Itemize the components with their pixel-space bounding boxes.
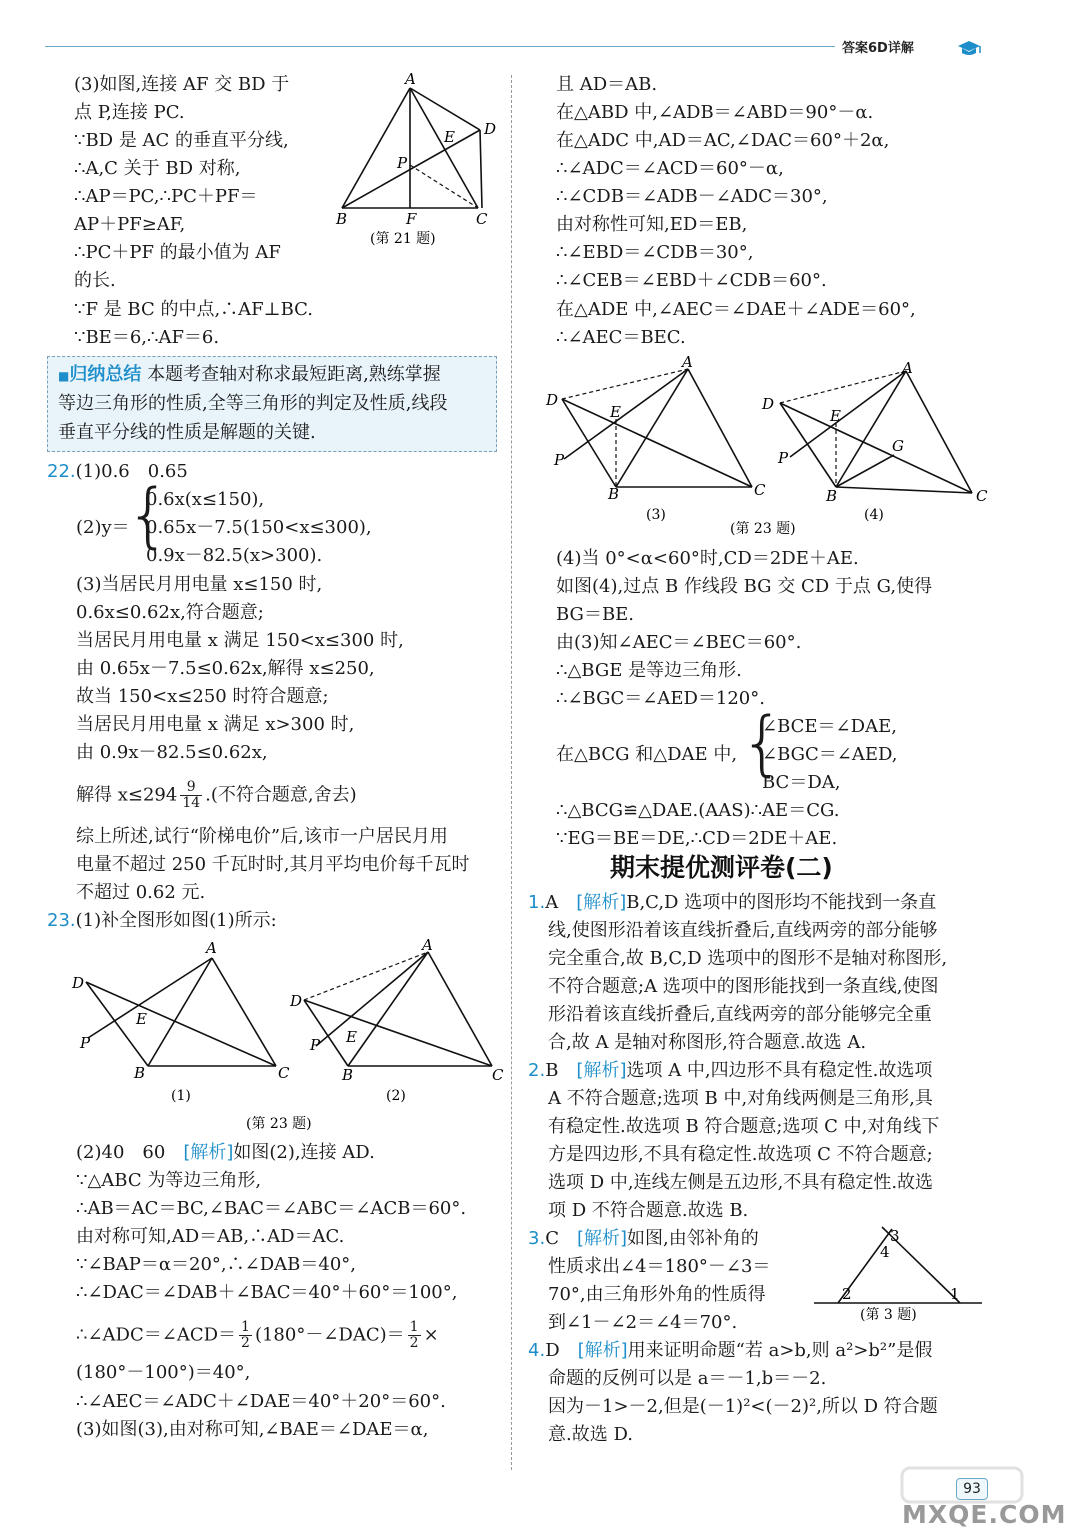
summary-box [47, 356, 497, 452]
label-D: D [762, 395, 775, 413]
figure-3 [810, 1225, 985, 1325]
cong-brace: { [740, 702, 785, 784]
q21-line: ∴PC＋PF 的最小值为 AF [74, 242, 281, 263]
r-line: ∴△BGE 是等边三角形. [556, 660, 742, 681]
q23-line: ∵△ABC 为等边三角形, [76, 1170, 262, 1191]
q1-line: 形沿着该直线折叠后,直线两旁的部分能够完全重 [548, 1004, 932, 1025]
q22-conclusion: 综上所述,试行“阶梯电价”后,该市一户居民月用 [76, 826, 448, 847]
q22-case: 0.9x－82.5(x>300). [146, 545, 323, 566]
q2-number: 2. [528, 1060, 546, 1081]
header-rule [45, 46, 835, 47]
cong-case: ∠BCE＝∠DAE, [762, 716, 897, 737]
q21-line: (3)如图,连接 AF 交 BD 于 [74, 74, 290, 95]
q22-line: 由 0.9x－82.5≤0.62x, [76, 742, 268, 763]
label-C: C [754, 481, 766, 499]
r-line: ∴△BCG≌△DAE.(AAS)∴AE＝CG. [556, 800, 840, 821]
r-line: BG＝BE. [556, 604, 635, 625]
label-B: B [608, 485, 620, 503]
summary-line-3: 垂直平分线的性质是解题的关键. [58, 422, 316, 443]
label-P: P [310, 1036, 321, 1054]
analysis-tag: [解析] [577, 1340, 628, 1361]
q23-line: ∴∠DAC＝∠DAB＋∠BAC＝40°＋60°＝100°, [76, 1282, 458, 1303]
q22-answer-1: (1)0.6 0.65 [75, 461, 188, 482]
label-E: E [830, 407, 841, 425]
q21-line: ∵F 是 BC 的中点,∴AF⊥BC. [74, 299, 313, 320]
fraction: $\frac{1}{2}$ [409, 1319, 419, 1351]
q4-text: 用来证明命题“若 a>b,则 a²>b²”是假 [627, 1340, 933, 1361]
figure-21 [330, 70, 505, 250]
q1-line: 线,使图形沿着该直线折叠后,直线两旁的部分能够 [548, 920, 938, 941]
q23-line: (180°－100°)＝40°, [76, 1362, 251, 1383]
q1-line: 不符合题意;A 选项中的图形能找到一条直线,使图 [548, 976, 939, 997]
figure-23-right [540, 355, 1000, 540]
r-line: ∴∠ADC＝∠ACD＝60°－α, [556, 158, 784, 179]
q22-solve-line [76, 780, 357, 811]
q23-part2 [76, 1140, 375, 1166]
q2-line: 方是四边形,不具有稳定性.故选项 C 不符合题意; [548, 1144, 933, 1165]
cong-prefix: 在△BCG 和△DAE 中, [556, 744, 738, 765]
label-B: B [336, 210, 348, 228]
cong-case: BC＝DA, [762, 772, 841, 793]
label-A: A [405, 70, 416, 88]
sub-caption-2: (2) [386, 1088, 406, 1104]
q23-number: 23. [47, 910, 76, 931]
q1-line: 完全重合,故 B,C,D 选项中的图形不是轴对称图形, [548, 948, 948, 969]
q4-number: 4. [528, 1340, 546, 1361]
r-line: 由对称性可知,ED＝EB, [556, 214, 748, 235]
label-A: A [206, 939, 217, 957]
analysis-tag: [解析] [576, 1228, 628, 1249]
q21-line: ∴AP＝PC,∴PC＋PF＝ [74, 186, 258, 207]
angle-4: 4 [880, 1243, 890, 1261]
fig21-caption: (第 21 题) [370, 231, 436, 247]
q22-case: 0.6x(x≤150), [146, 489, 265, 510]
q21-line: AP＋PF≥AF, [74, 214, 186, 235]
summary-line-1: ■归纳总结 本题考查轴对称求最短距离,熟练掌握 [58, 364, 441, 385]
q23-line: ∴AB＝AC＝BC,∠BAC＝∠ABC＝∠ACB＝60°. [76, 1198, 467, 1219]
q22-brace: { [126, 474, 171, 556]
analysis-tag: [解析] [576, 892, 627, 913]
label-D: D [290, 992, 303, 1010]
r-line: 在△ADE 中,∠AEC＝∠DAE＋∠ADE＝60°, [556, 299, 916, 320]
q22-y-prefix: (2)y＝ [76, 517, 130, 538]
q23-adc-suffix: × [423, 1324, 439, 1346]
q3-number: 3. [528, 1228, 546, 1249]
cong-case: ∠BGC＝∠AED, [762, 744, 898, 765]
q22-solve-prefix: 解得 x≤294 [76, 784, 178, 806]
q23-line: 由对称可知,AD＝AB,∴AD＝AC. [76, 1226, 345, 1247]
q3-line: 70°,由三角形外角的性质得 [548, 1284, 766, 1305]
r-line: ∴∠BGC＝∠AED＝120°. [556, 688, 765, 709]
label-E: E [346, 1028, 357, 1046]
q23-text: 如图(2),连接 AD. [233, 1142, 375, 1163]
summary-text: 本题考查轴对称求最短距离,熟练掌握 [147, 364, 441, 385]
q23-line: (3)如图(3),由对称可知,∠BAE＝∠DAE＝α, [76, 1419, 429, 1440]
q4-line: 意.故选 D. [548, 1424, 633, 1445]
sub-caption-1: (1) [171, 1088, 191, 1104]
label-C: C [278, 1064, 290, 1082]
analysis-tag: [解析] [576, 1060, 627, 1081]
q4-answer: D [545, 1340, 578, 1361]
label-E: E [444, 128, 455, 146]
q2-line: 有稳定性.故选项 B 符合题意;选项 C 中,对角线下 [548, 1116, 940, 1137]
label-A: A [422, 936, 433, 954]
angle-3: 3 [890, 1227, 900, 1245]
q22-conclusion: 不超过 0.62 元. [76, 882, 206, 903]
analysis-tag: [解析] [183, 1142, 234, 1163]
r-line: ∵EG＝BE＝DE,∴CD＝2DE＋AE. [556, 828, 838, 849]
q21-line: ∵BE＝6,∴AF＝6. [74, 327, 220, 348]
fig23-caption-right: (第 23 题) [730, 521, 796, 537]
q23-answer-2: (2)40 60 [76, 1142, 184, 1163]
q22-solve-suffix: .(不符合题意,舍去) [205, 784, 357, 806]
label-P: P [554, 451, 565, 469]
q1-answer: A [545, 892, 577, 913]
label-D: D [484, 120, 497, 138]
label-D: D [72, 974, 85, 992]
page-number: 93 [956, 1478, 988, 1500]
r-line: ∴∠EBD＝∠CDB＝30°, [556, 242, 754, 263]
r-line: 在△ADC 中,AD＝AC,∠DAC＝60°＋2α, [556, 130, 890, 151]
q23-line-1 [47, 908, 277, 934]
q2-line: 项 D 不符合题意.故选 B. [548, 1200, 749, 1221]
r-line: 在△ABD 中,∠ADB＝∠ABD＝90°－α. [556, 102, 874, 123]
q21-line: 点 P,连接 PC. [74, 102, 185, 123]
q22-line: 当居民月用电量 x 满足 x>300 时, [76, 714, 355, 735]
section-title: 期末提优测评卷(二) [610, 853, 833, 882]
q2-line-1 [528, 1058, 932, 1084]
q21-line: ∵BD 是 AC 的垂直平分线, [74, 130, 289, 151]
label-D: D [546, 391, 559, 409]
q21-line: ∴A,C 关于 BD 对称, [74, 158, 241, 179]
q23-adc-mid: (180°－∠DAC)＝ [254, 1324, 405, 1346]
q22-case: 0.65x－7.5(150<x≤300), [146, 517, 372, 538]
r-line: (4)当 0°<α<60°时,CD＝2DE＋AE. [556, 548, 859, 569]
fraction: $\frac{9}{14}$ [182, 779, 201, 811]
q1-number: 1. [528, 892, 546, 913]
column-divider [511, 75, 512, 1470]
summary-line-2: 等边三角形的性质,全等三角形的判定及性质,线段 [58, 393, 448, 414]
header-title: 答案6D详解 [842, 41, 914, 56]
angle-1: 1 [950, 1285, 960, 1303]
fig3-caption: (第 3 题) [860, 1307, 917, 1323]
q2-line: 选项 D 中,连线左侧是五边形,不具有稳定性.故选 [548, 1172, 934, 1193]
q22-line: 故当 150<x≤250 时符合题意; [76, 686, 329, 707]
q1-line-1 [528, 890, 936, 916]
r-line: ∴∠AEC＝BEC. [556, 327, 686, 348]
label-E: E [610, 403, 621, 421]
q22-line: (3)当居民月用电量 x≤150 时, [76, 574, 323, 595]
label-C: C [476, 210, 488, 228]
q21-line: 的长. [74, 270, 116, 291]
q4-line: 命题的反例可以是 a＝－1,b＝－2. [548, 1368, 827, 1389]
r-line: 由(3)知∠AEC＝∠BEC＝60°. [556, 632, 802, 653]
q4-line-1 [528, 1338, 932, 1364]
q22-line: 0.6x≤0.62x,符合题意; [76, 602, 264, 623]
label-P: P [80, 1034, 91, 1052]
label-A: A [682, 353, 693, 371]
summary-label: 归纳总结 [69, 364, 142, 385]
label-B: B [342, 1066, 354, 1084]
q1-text: B,C,D 选项中的图形均不能找到一条直 [626, 892, 937, 913]
label-F: F [406, 210, 417, 228]
q2-text: 选项 A 中,四边形不具有稳定性.故选项 [626, 1060, 933, 1081]
q4-line: 因为－1>－2,但是(－1)²<(－2)²,所以 D 符合题 [548, 1396, 938, 1417]
sub-caption-3: (3) [646, 507, 666, 523]
fraction: $\frac{1}{2}$ [241, 1319, 250, 1351]
q22-number: 22. [47, 461, 76, 482]
label-P: P [397, 154, 408, 172]
r-line: 且 AD＝AB. [556, 74, 658, 95]
q23-line: ∵∠BAP＝α＝20°,∴∠DAB＝40°, [76, 1254, 357, 1275]
label-G: G [892, 437, 904, 455]
q2-line: A 不符合题意;选项 B 中,对角线两侧是三角形,具 [548, 1088, 933, 1109]
q23-line: ∴∠AEC＝∠ADC＋∠DAE＝40°＋20°＝60°. [76, 1391, 446, 1412]
label-B: B [134, 1064, 146, 1082]
label-C: C [492, 1066, 504, 1084]
q22-conclusion: 电量不超过 250 千瓦时时,其月平均电价每千瓦时 [76, 854, 470, 875]
fig23-caption: (第 23 题) [246, 1116, 312, 1132]
q1-line: 合,故 A 是轴对称图形,符合题意.故选 A. [548, 1032, 867, 1053]
q23-adc-line [76, 1320, 439, 1351]
label-P: P [778, 449, 789, 467]
figure-23-left [66, 938, 506, 1138]
angle-2: 2 [842, 1285, 852, 1303]
q3-answer: C [545, 1228, 577, 1249]
r-line: ∴∠CDB＝∠ADB－∠ADC＝30°, [556, 186, 828, 207]
q23-adc-prefix: ∴∠ADC＝∠ACD＝ [76, 1324, 237, 1346]
r-line: ∴∠CEB＝∠EBD＋∠CDB＝60°. [556, 270, 827, 291]
label-E: E [136, 1010, 147, 1028]
watermark-text: MXQE.COM [902, 1500, 1066, 1529]
label-C: C [976, 487, 988, 505]
q3-line: 到∠1－∠2＝∠4＝70°. [548, 1312, 738, 1333]
label-A: A [902, 359, 913, 377]
q3-line: 性质求出∠4＝180°－∠3＝ [548, 1256, 771, 1277]
q2-answer: B [545, 1060, 577, 1081]
graduation-cap-icon [956, 38, 982, 58]
r-line: 如图(4),过点 B 作线段 BG 交 CD 于点 G,使得 [556, 576, 933, 597]
q22-line: 当居民月用电量 x 满足 150<x≤300 时, [76, 630, 404, 651]
sub-caption-4: (4) [864, 507, 884, 523]
q22-line: 由 0.65x－7.5≤0.62x,解得 x≤250, [76, 658, 375, 679]
label-B: B [826, 487, 838, 505]
q23-part1: (1)补全图形如图(1)所示: [75, 910, 277, 931]
q3-text: 如图,由邻补角的 [627, 1228, 759, 1249]
q3-line-1 [528, 1226, 759, 1252]
